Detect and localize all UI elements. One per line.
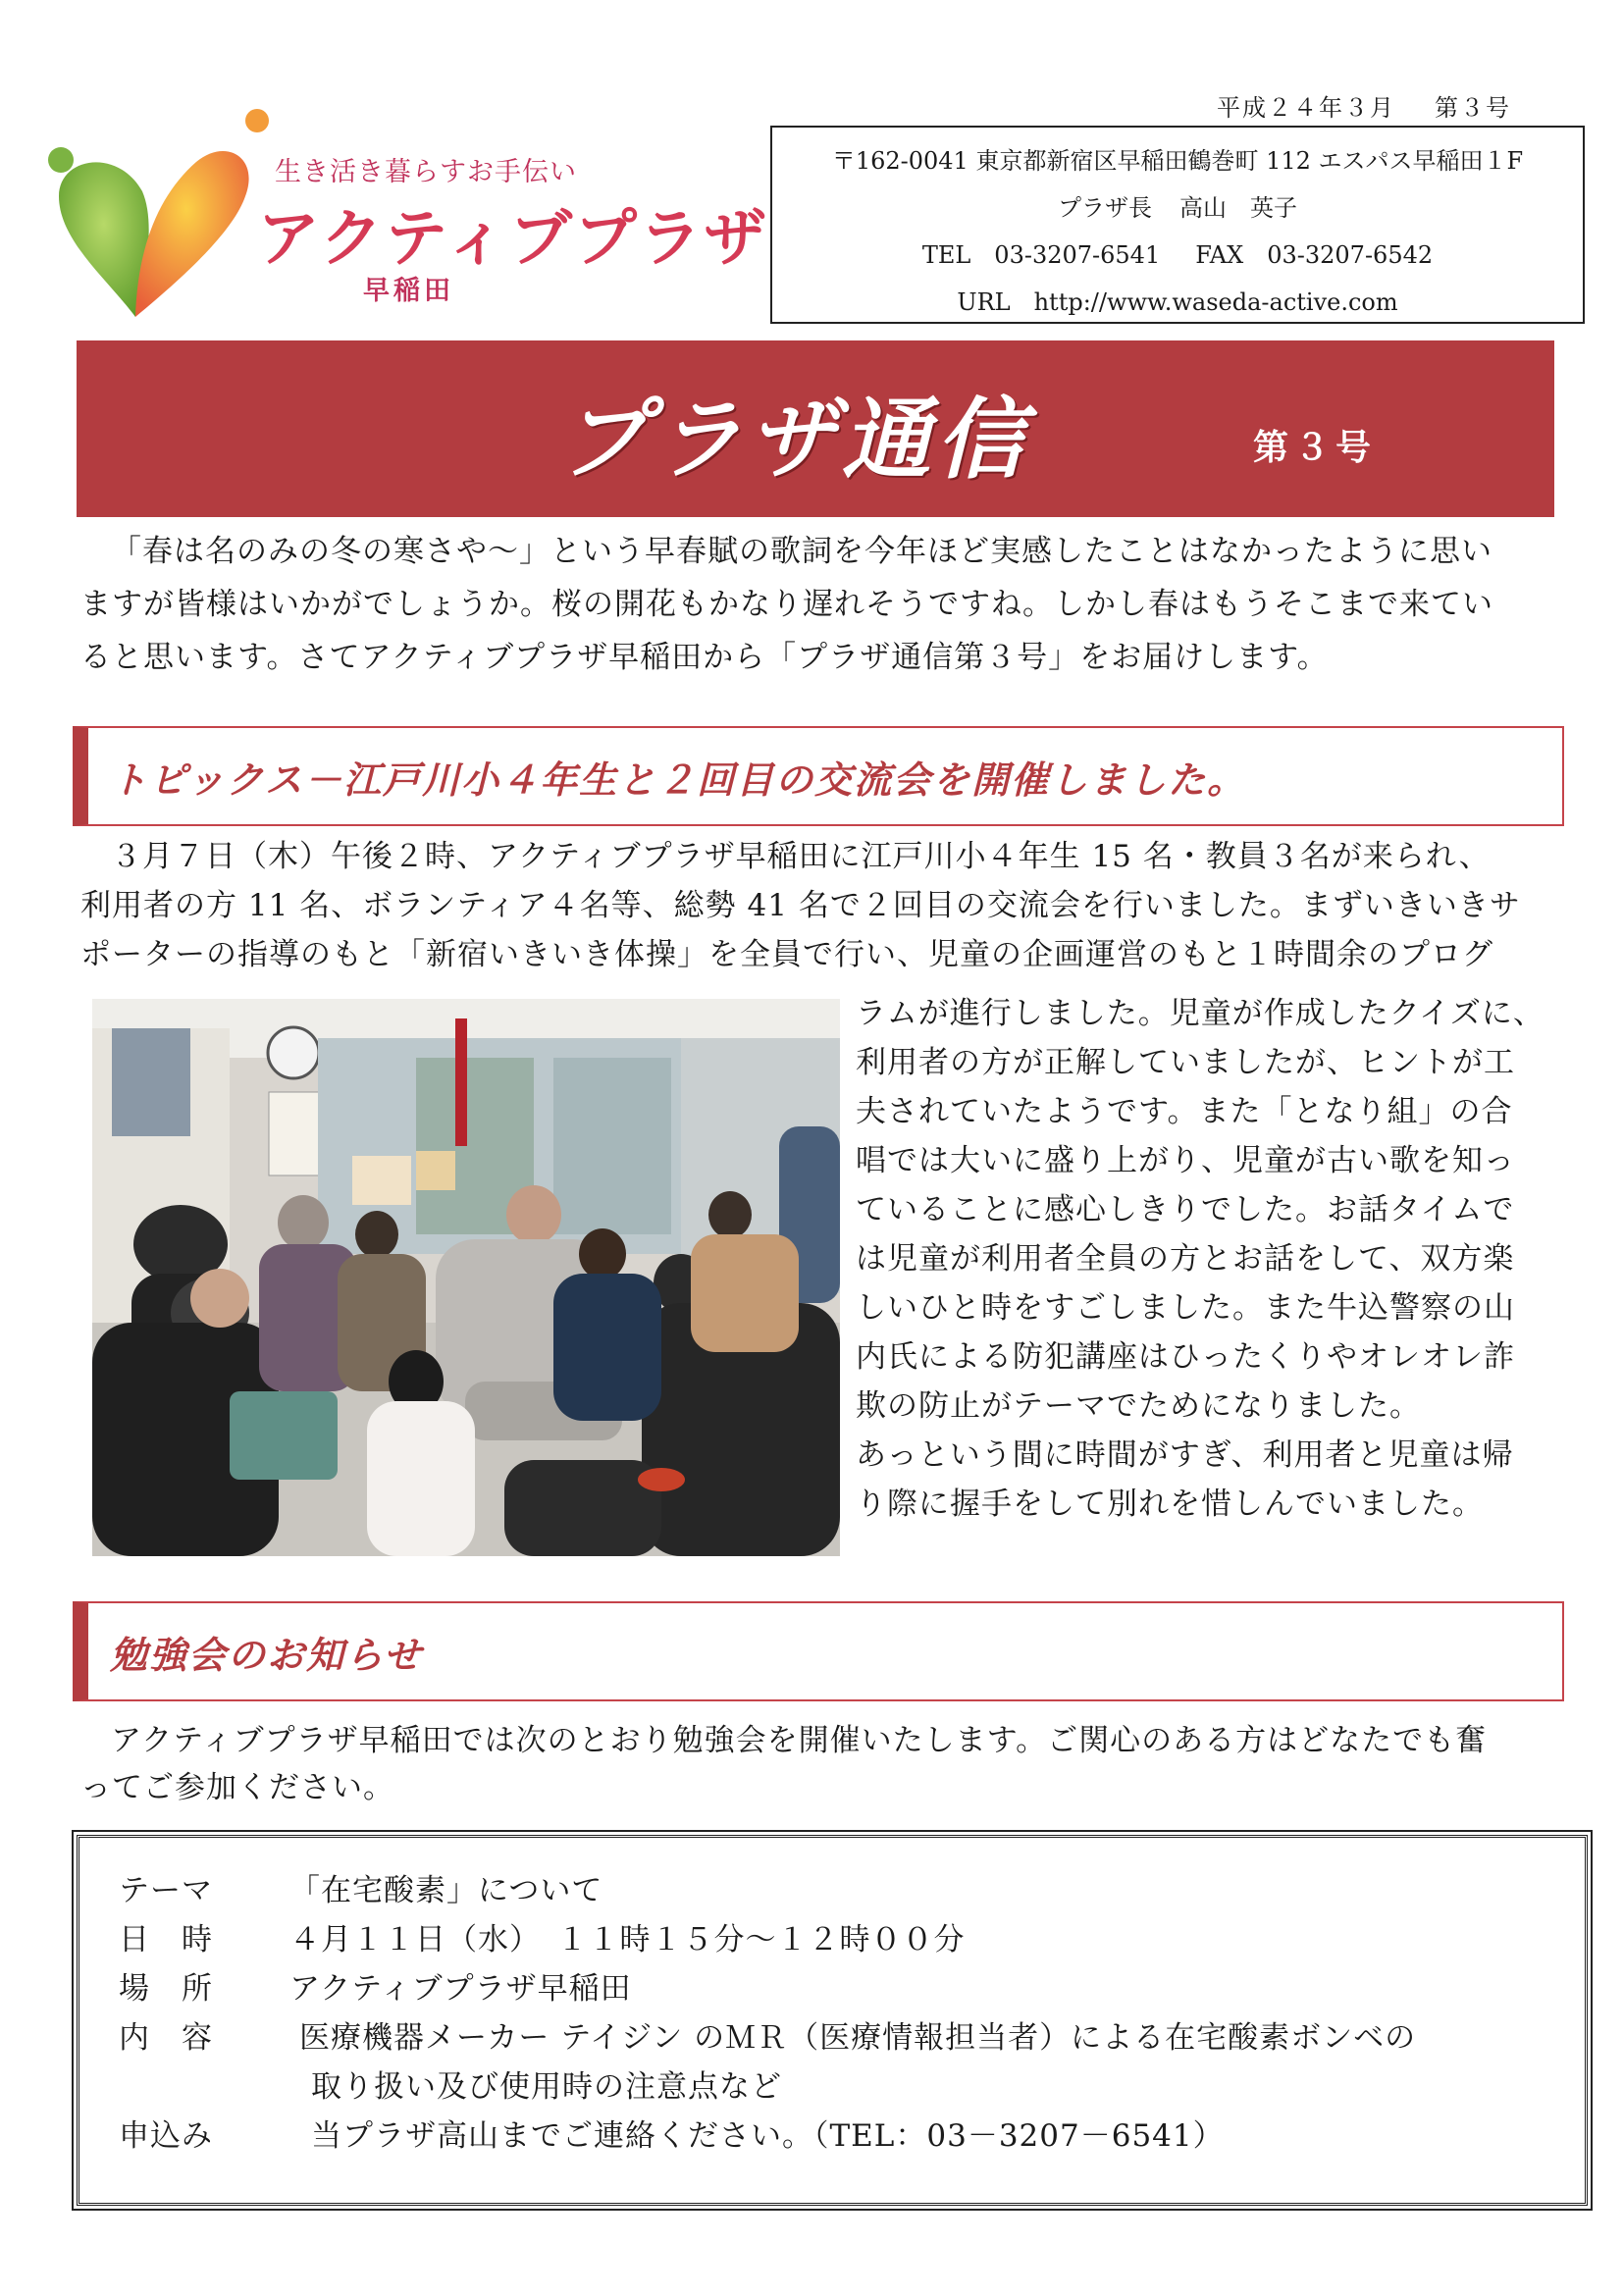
column-line: り際に握手をして別れを惜しんでいました。: [856, 1487, 1484, 1522]
apply-label: 申込み: [119, 2118, 213, 2154]
topic-column: [856, 989, 1544, 1529]
logo-heart-left: [59, 162, 149, 317]
topic-line: 利用者の方 11 名、ボランティア４名等、総勢 41 名で２回目の交流会を行いました。まずいきいきサ: [80, 888, 1521, 923]
contact-box: [770, 126, 1585, 324]
intro-line: 「春は名のみの冬の寒さや～」という早春賦の歌詞を今年ほど実感したことはなかったように思い: [111, 534, 1492, 569]
contact-fax: FAX 03-3207-6542: [1195, 241, 1434, 269]
issue-number: 第３号: [1435, 94, 1511, 122]
study-heading-box: [73, 1601, 1564, 1701]
logo-heart-right: [135, 151, 249, 317]
topic-heading: トピックス－江戸川小４年生と２回目の交流会を開催しました。: [110, 758, 1247, 802]
logo-dot-orange: [245, 109, 269, 132]
content-value: 医療機器メーカー テイジン のＭＲ（医療情報担当者）による在宅酸素ボンベの: [299, 2020, 1417, 2056]
column-line: ていることに感心しきりでした。お話タイムで: [856, 1192, 1515, 1227]
intro-line: ると思います。さてアクティブプラザ早稲田から「プラザ通信第３号」をお届けします。: [80, 640, 1329, 675]
column-line: ラムが進行しました。児童が作成したクイズに、: [856, 996, 1544, 1031]
content-value-cont: 取り扱い及び使用時の注意点など: [311, 2069, 782, 2105]
banner-title: プラザ通信: [559, 388, 1030, 492]
study-intro-line: ってご参加ください。: [80, 1770, 394, 1805]
column-line: は児童が利用者全員の方とお話をして、双方楽: [856, 1241, 1515, 1277]
topic-paragraph: [80, 832, 1562, 979]
column-line: あっという間に時間がすぎ、利用者と児童は帰: [856, 1437, 1514, 1473]
column-line: 内氏による防犯講座はひったくりやオレオレ詐: [856, 1339, 1515, 1375]
contact-phone: [772, 235, 1583, 270]
column-line: 夫されていたようです。また「となり組」の合: [856, 1094, 1513, 1129]
study-info-box: [77, 1835, 1588, 2206]
topic-line: ポーターの指導のもと「新宿いきいき体操」を全員で行い、児童の企画運営のもと１時間余のプログ: [80, 937, 1493, 972]
contact-tel: TEL 03-3207-6541: [921, 241, 1161, 269]
content-label: 内 容: [119, 2020, 213, 2056]
intro-paragraph: [80, 525, 1562, 684]
apply-value: 当プラザ高山までご連絡ください。（TEL：03－3207－6541）: [311, 2118, 1225, 2154]
column-line: 利用者の方が正解していましたが、ヒントが工: [856, 1045, 1515, 1080]
contact-address: 〒162-0041 東京都新宿区早稲田鶴巻町 112 エスパス早稲田１F: [831, 147, 1524, 175]
study-intro: [80, 1717, 1562, 1811]
wall-clock: [268, 1027, 319, 1078]
column-line: 唱では大いに盛り上がり、児童が古い歌を知っ: [856, 1143, 1515, 1178]
logo-sub: 早稲田: [363, 276, 454, 306]
date-label: 日 時: [119, 1922, 213, 1957]
director-name: 高山 英子: [1179, 194, 1297, 222]
theme-label: テーマ: [119, 1873, 213, 1908]
contact-director: [772, 188, 1583, 223]
event-photo: [92, 999, 840, 1556]
intro-line: ますが皆様はいかがでしょうか。桜の開花もかなり遅れそうですね。しかし春はもうそこまで来てい: [80, 587, 1493, 622]
date-value: ４月１１日（水） １１時１５分～１２時００分: [289, 1922, 966, 1957]
topic-heading-box: [73, 726, 1564, 826]
logo-name: アクティブプラザ: [257, 203, 768, 276]
logo-tagline: 生き活き暮らすお手伝い: [275, 157, 577, 187]
banner-issue: 第３号: [1253, 427, 1378, 468]
column-line: 欺の防止がテーマでためになりました。: [856, 1388, 1421, 1424]
director-label: プラザ長: [1058, 194, 1152, 222]
study-heading: 勉強会のお知らせ: [110, 1634, 423, 1677]
issue-date: [1217, 88, 1511, 123]
logo-dot-green: [48, 147, 74, 173]
place-value: アクティブプラザ早稲田: [289, 1971, 632, 2007]
theme-value: 「在宅酸素」について: [289, 1873, 603, 1908]
contact-url[interactable]: URL http://www.waseda-active.com: [957, 288, 1398, 316]
place-label: 場 所: [119, 1971, 213, 2007]
issue-date-text: 平成２４年３月: [1217, 94, 1395, 122]
column-line: しいひと時をすごしました。また牛込警察の山: [856, 1290, 1515, 1326]
study-intro-line: アクティブプラザ早稲田では次のとおり勉強会を開催いたします。ご関心のある方はどなたでも奮: [111, 1723, 1488, 1758]
topic-line: ３月７日（木）午後２時、アクティブプラザ早稲田に江戸川小４年生 15 名・教員３名が来られ、: [111, 839, 1491, 874]
